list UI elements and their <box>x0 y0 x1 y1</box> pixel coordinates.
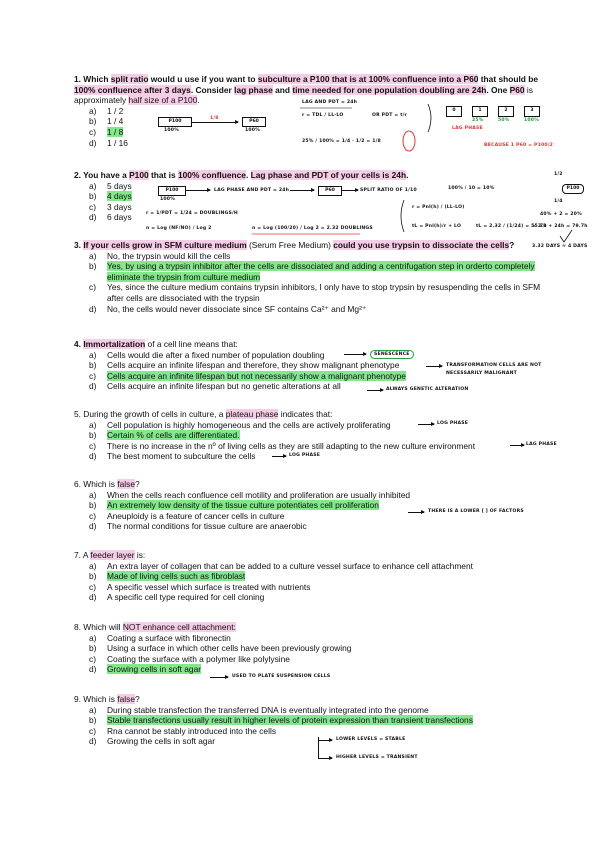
q1-box-pct-1: 25% <box>472 118 484 123</box>
question-9-option-d: d) Growing the cells in soft agar <box>89 736 215 747</box>
q2-p100-pct: 100% <box>160 197 175 202</box>
question-6-option-b: b) An extremely low density of the tissue culture potentiates cell proliferation <box>89 500 379 511</box>
q9-note-1: LOWER LEVELS = STABLE <box>336 737 406 742</box>
question-7-option-b: b) Made of living cells such as fibroblast <box>89 571 246 582</box>
q2-p60-box: P60 <box>318 186 342 196</box>
q2-formula-tl: tL = Pnl(h)/r + LO <box>412 224 462 229</box>
q1-box-pct-2: 50% <box>498 118 510 123</box>
question-1-option-b: b) 1 / 4 <box>89 116 124 127</box>
question-4-stem: 4. Immortalization of a cell line means that: <box>74 339 238 349</box>
q4-note-b: TRANSFORMATION CELLS ARE NOT NECESSARILY MALIGNANT <box>446 363 542 376</box>
q2-formula-n: n = Log (NF/NO) / Log 2 <box>146 226 212 231</box>
question-5-option-d: d) The best moment to subculture the cells <box>89 451 256 462</box>
question-6-option-c: c) Aneuploidy is a feature of cancer cells in culture <box>89 510 285 521</box>
q1-box-0: 0 <box>446 106 462 117</box>
question-3-option-b: b) Yes, by using a trypsin inhibitor after the cells are dissociated and adding a centrifugation step in orderto completely eliminate the trypsin from culture medium <box>89 261 535 282</box>
q1-fraction-calc: 25% / 100% = 1/4 · 1/2 = 1/8 <box>302 139 381 144</box>
q2-formula-tl2: tL = 2.32 / (1/24) = 55.7h <box>476 224 547 229</box>
question-3-option-d: d) No, the cells would never dissociate since SF contains Ca²⁺ and Mg²⁺ <box>89 303 367 314</box>
q1-r-formula: r = TDL / LL-LO <box>302 113 344 118</box>
q2-right-2: = 3.3 + 24h = 79.7h <box>532 224 588 229</box>
question-7-stem: 7. A feeder layer is: <box>74 550 146 560</box>
question-7-option-d: d) A specific cell type required for cell cloning <box>89 592 265 603</box>
question-8-stem: 8. Which will NOT enhance cell attachment: <box>74 622 236 632</box>
q1-answer-circle <box>403 131 415 151</box>
question-3-option-c: c) Yes, since the culture medium contains trypsin inhibitors, I only have to stop trypsin by resuspending the cells in SFM after cells are dissociated with the trypsin <box>89 282 541 303</box>
question-9-option-b: b) Stable transfections usually result in higher levels of protein expression than transient transfections <box>89 715 473 726</box>
question-2-option-b: b) 4 days <box>89 191 132 202</box>
question-8-option-a: a) Coating a surface with fibronectin <box>89 632 231 643</box>
q1-or-formula: OR PDT = t/r <box>372 113 407 118</box>
q2-ratio-top: 1/2 <box>554 172 563 177</box>
q2-ratio-bottom: 1/4 <box>554 199 563 204</box>
question-7-option-c: c) A specific vessel which surface is treated with nutrients <box>89 581 311 592</box>
question-5-option-b: b) Certain % of cells are differentiated. <box>89 430 240 441</box>
question-8-option-b: b) Using a surface in which other cells have been previously growing <box>89 643 352 654</box>
question-6-stem: 6. Which is false? <box>74 479 140 489</box>
question-9-stem: 9. Which is false? <box>74 694 140 704</box>
q1-box-3: 3 <box>524 106 540 117</box>
q1-p60-pct: 100% <box>245 128 260 133</box>
q1-bracket <box>428 104 431 132</box>
question-3-stem: 3. If your cells grow in SFM culture medium (Serum Free Medium) could you use trypsin to dissociate the cells? <box>74 240 515 250</box>
q4-note-a: SENESCENCE <box>370 350 414 359</box>
q5-note-d: LOG PHASE <box>289 453 321 458</box>
question-7-option-a: a) An extra layer of collagen that can be added to a culture vessel surface to enhance cell attachment <box>89 560 473 571</box>
q1-ratio-note: 1/8 <box>210 116 219 121</box>
q2-split-note: SPLIT RATIO OF 1/10 <box>360 188 417 193</box>
q2-lag-note: LAG PHASE AND PDT = 24h <box>214 188 290 193</box>
question-5-stem: 5. During the growth of cells in culture, a plateau phase indicates that: <box>74 409 333 419</box>
q1-p100-pct: 100% <box>164 128 179 133</box>
q1-box-1: 1 <box>472 106 488 117</box>
question-4-option-b: b) Cells acquire an infinite lifespan and therefore, they show malignant phenotype <box>89 360 400 371</box>
q6-note-b: THERE IS A LOWER [ ] OF FACTORS <box>428 509 524 514</box>
q2-right-1: 40% + 2 = 20% <box>540 212 582 217</box>
question-4-option-a: a) Cells would die after a fixed number of population doubling <box>89 349 325 360</box>
q2-formula-r: r = 1/PDT = 1/24 = DOUBLINGS/H <box>146 211 238 216</box>
question-6-option-d: d) The normal conditions for tissue culture are anaerobic <box>89 521 307 532</box>
q1-box-pct-3: 100% <box>524 118 539 123</box>
question-2-option-a: a) 5 days <box>89 180 132 191</box>
question-1-option-c: c) 1 / 8 <box>89 126 124 137</box>
question-6-option-a: a) When the cells reach confluence cell motility and proliferation are usually inhibited <box>89 489 411 500</box>
question-2-stem: 2. You have a P100 that is 100% confluence. Lag phase and PDT of your cells is 24h. <box>74 170 409 180</box>
q2-checkmark <box>560 230 572 242</box>
question-2-option-d: d) 6 days <box>89 212 132 223</box>
q2-bracket <box>401 200 404 232</box>
question-8-option-d: d) Growing cells in soft agar <box>89 664 202 675</box>
question-9-option-a: a) During stable transfection the transferred DNA is eventually integrated into the genome <box>89 704 429 715</box>
q8-note-d: USED TO PLATE SUSPENSION CELLS <box>232 674 331 679</box>
q5-note-c: LAG PHASE <box>526 442 557 447</box>
q1-because-note: BECAUSE 1 P60 = P100/2 <box>484 143 554 148</box>
q5-note-a: LOG PHASE <box>437 421 469 426</box>
q2-formula-rnl: r = Pnl(h) / (LL-LO) <box>412 205 465 210</box>
q2-p100b-box: P100 <box>562 184 584 194</box>
question-4-option-d: d) Cells acquire an infinite lifespan but no genetic alterations at all <box>89 381 341 392</box>
question-5-option-a: a) Cell population is highly homogeneous and the cells are actively proliferating <box>89 419 391 430</box>
q2-p100-box: P100 <box>158 186 186 196</box>
question-3-option-a: a) No, the trypsin would kill the cells <box>89 250 231 261</box>
question-1-option-a: a) 1 / 2 <box>89 105 124 116</box>
q1-lag-phase-label: LAG PHASE <box>452 126 483 131</box>
q1-p100-box: P100 <box>158 117 192 127</box>
q1-box-2: 2 <box>498 106 514 117</box>
question-9-option-c: c) Rna cannot be stably introduced into the cells <box>89 725 277 736</box>
question-1-stem: 1. Which split ratio would u use if you want to subculture a P100 that is at 100% confluence into a P60 that should be 100% confluence after 3 days. Consider lag phase and time needed for one population doubling are 24h. One P60 is approximately half size of a P100. <box>74 74 538 106</box>
q2-days-note: 3.32 DAYS ≈ 4 DAYS <box>532 244 588 249</box>
question-8-option-c: c) Coating the surface with a polymer like polylysine <box>89 653 290 664</box>
q4-note-d: ALWAYS GENETIC ALTERATION <box>386 387 469 392</box>
q1-lag-note: LAG AND PDT = 24h <box>302 100 358 105</box>
q1-p60-box: P60 <box>242 117 266 127</box>
q2-ratio-note: 100% / 10 = 10% <box>448 186 495 191</box>
question-4-option-c: c) Cells acquire an infinite lifespan but not necessarily show a malignant phenotype <box>89 370 406 381</box>
q2-formula-n2: n = Log (100/20) / Log 2 = 2.32 DOUBLINGS <box>252 226 373 231</box>
q9-note-2: HIGHER LEVELS = TRANSIENT <box>336 755 418 760</box>
question-5-option-c: c) There is no increase in the nº of living cells as they are still adapting to the new culture environment <box>89 440 476 451</box>
question-1-option-d: d) 1 / 16 <box>89 137 128 148</box>
question-2-option-c: c) 3 days <box>89 201 132 212</box>
